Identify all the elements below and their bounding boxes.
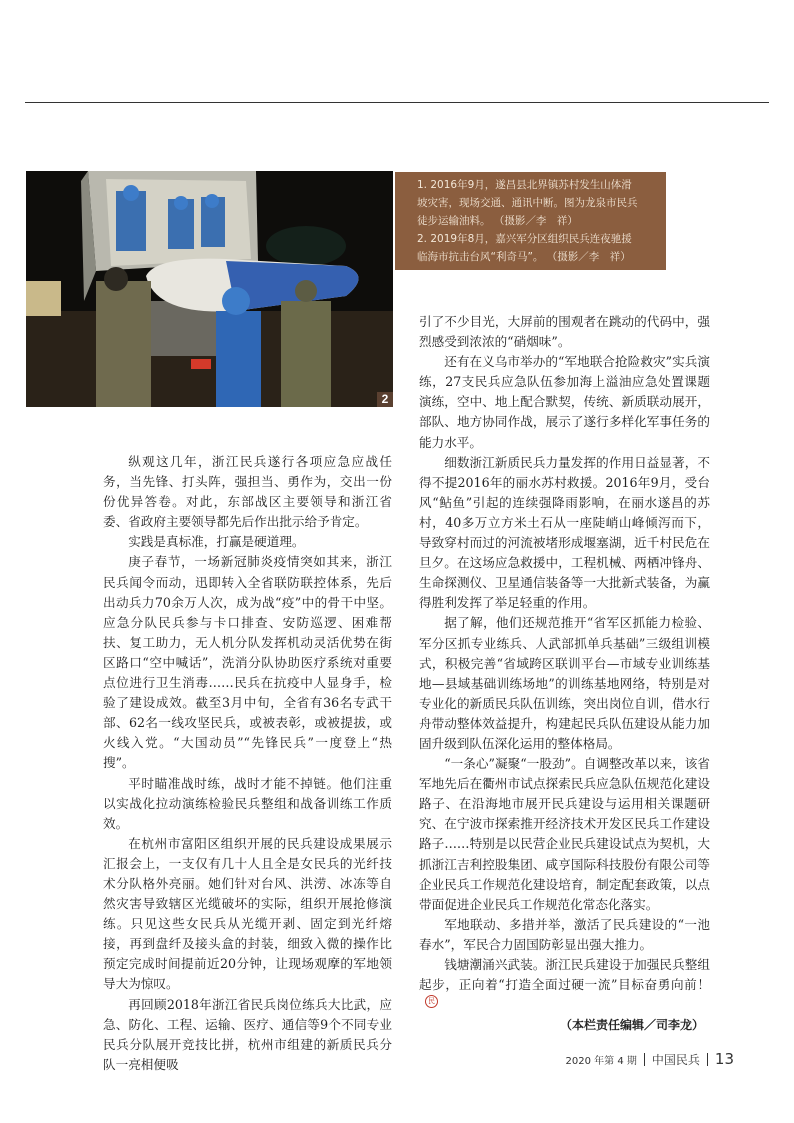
footer-divider [707, 1053, 708, 1066]
closing-text: 钱塘潮涌兴武装。浙江民兵建设于加强民兵整组起步，正向着“打造全面过硬一流”目标奋勇向前！ [419, 957, 710, 993]
page-number: 13 [714, 1050, 734, 1068]
footer-divider [644, 1053, 645, 1066]
end-mark-logo-icon: 民 [425, 995, 438, 1008]
article-column-left [103, 452, 392, 1075]
paragraph: 实践是真标准，打赢是硬道理。 [128, 534, 305, 550]
caption-line: 2. 2019年8月，嘉兴军分区组织民兵连夜驰援 [417, 233, 632, 245]
page-footer [566, 1050, 734, 1068]
paragraph: 军地联动、多措并举，激活了民兵建设的“一池春水”，军民合力固国防彰显出强大推力。 [419, 916, 710, 952]
photo-number-badge: 2 [377, 392, 393, 407]
paragraph: 平时瞄准战时练，战时才能不掉链。他们注重以实战化拉动演练检验民兵整组和战备训练工作质效。 [103, 775, 392, 831]
caption-line: 1. 2016年9月，遂昌县北界镇苏村发生山体滑 [417, 179, 632, 191]
magazine-name: 中国民兵 [651, 1052, 700, 1067]
paragraph: 细数浙江新质民兵力量发挥的作用日益显著，不得不提2016年的丽水苏村救援。2016年9月，受台风“鲇鱼”引起的连续强降雨影响，在丽水遂昌的苏村，40多万立方米土石从一座陡峭山峰倾泻而下，导致穿村而过的河流被堵形成堰塞湖，近千村民危在旦夕。在这场应急救援中，工程机械、两栖冲锋舟、生命探测仪、卫星通信装备等一大批新式装备，为赢得胜利发挥了举足轻重的作用。 [419, 454, 710, 611]
paragraph-continued: 引了不少目光，大屏前的围观者在跳动的代码中，强烈感受到浓浓的“硝烟味”。 [419, 314, 710, 350]
paragraph: 还有在义乌市举办的“军地联合抢险救灾”实兵演练，27支民兵应急队伍参加海上溢油应急处置课题演练，空中、地上配合默契，传统、新质联动展开，部队、地方协同作战，展示了遂行多样化军事任务的能力水平。 [419, 354, 710, 450]
paragraph: 在杭州市富阳区组织开展的民兵建设成果展示汇报会上，一支仅有几十人且全是女民兵的光纤技术分队格外亮丽。她们针对台风、洪涝、冰冻等自然灾害导致辖区光缆破坏的实际，组织开展抢修演练。只见这些女民兵从光缆开剥、固定到光纤熔接，再到盘纤及接头盒的封装，细致入微的操作比预定完成时间提前近20分钟，让现场观摩的军地领导大为惊叹。 [103, 835, 392, 992]
paragraph: 再回顾2018年浙江省民兵岗位练兵大比武，应急、防化、工程、运输、医疗、通信等9个不同专业民兵分队展开竞技比拼，杭州市组建的新质民兵分队一亮相便吸 [103, 996, 392, 1072]
issue-label: 2020 年第 4 期 [565, 1055, 637, 1067]
header-rule [25, 102, 769, 103]
caption-line: 徒步运输油料。 （摄影／李 祥） [417, 215, 578, 227]
photo-caption [395, 172, 666, 270]
paragraph: 纵观这几年，浙江民兵遂行各项应急应战任务，当先锋、打头阵，强担当、勇作为，交出一份份优异答卷。对此，东部战区主要领导和浙江省委、省政府主要领导都先后作出批示给予肯定。 [103, 454, 392, 530]
photo-rescue-boat [26, 171, 393, 407]
caption-line: 坡灾害，现场交通、通讯中断。图为龙泉市民兵 [417, 197, 638, 209]
closing-paragraph [419, 955, 710, 1015]
paragraph: “一条心”凝聚“一股劲”。自调整改革以来，该省军地先后在衢州市试点探索民兵应急队伍规范化建设路子、在沿海地市展开民兵建设与运用相关课题研究、在宁波市探索推开经济技术开发区民兵工作建设路子……特别是以民营企业民兵建设试点为契机，大抓浙江吉利控股集团、咸亨国际科技股份有限公司等企业民兵工作规范化建设培育，制定配套政策，以点带面促进企业民兵工作规范化常态化落实。 [419, 756, 710, 912]
photo-illustration [26, 171, 393, 407]
caption-line: 临海市抗击台风“利奇马”。 （摄影／李 祥） [417, 251, 631, 263]
article-column-right [419, 312, 710, 1035]
paragraph: 据了解，他们还规范推开“省军区抓能力检验、军分区抓专业练兵、人武部抓单兵基础”三级组训模式，积极完善“省域跨区联训平台—市域专业训练基地—县域基础训练场地”的训练基地网络，特别是对专业化的新质民兵队伍训练，突出岗位自训，借水行舟带动整体效益提升，构建起民兵队伍建设从能力加固升级到队伍深化运用的整体格局。 [419, 615, 710, 751]
editor-note: （本栏责任编辑／司李龙） [559, 1018, 704, 1033]
paragraph: 庚子春节，一场新冠肺炎疫情突如其来，浙江民兵闻令而动，迅即转入全省联防联控体系，先后出动兵力70余万人次，成为战“疫”中的骨干中坚。应急分队民兵参与卡口排查、安防巡逻、困难帮扶、复工助力，无人机分队发挥机动灵活优势在街区路口“空中喊话”，洗消分队协助医疗系统对重要点位进行卫生消毒……民兵在抗疫中人显身手，检验了建设成效。截至3月中旬，全省有36名专武干部、62名一线攻坚民兵，或被表彰，或被提拔，或火线入党。“大国动员”“先锋民兵”一度登上“热搜”。 [103, 554, 392, 771]
